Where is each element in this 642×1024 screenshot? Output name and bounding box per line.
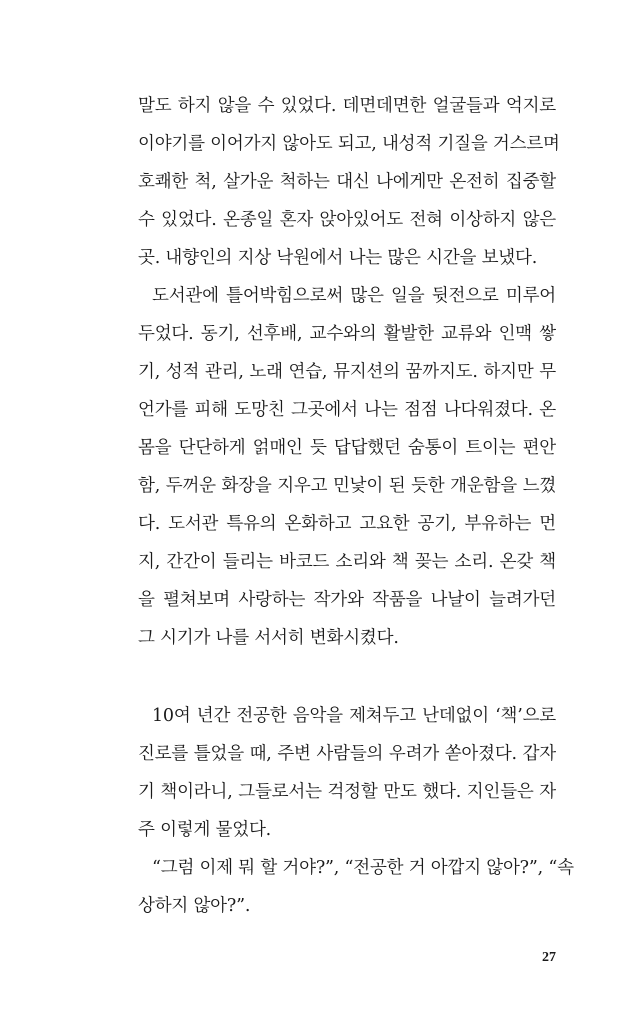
text-line: 두었다. 동기, 선후배, 교수와의 활발한 교류와 인맥 쌓 <box>138 324 556 344</box>
text-line: 상하지 않아?”. <box>138 896 251 916</box>
page-number: 27 <box>542 950 556 965</box>
paragraph-start-line: 10여 년간 전공한 음악을 제쳐두고 난데없이 ‘책’으로 <box>152 706 556 726</box>
text-line: 함, 두꺼운 화장을 지우고 민낯이 된 듯한 개운함을 느꼈 <box>138 476 556 496</box>
text-line: 수 있었다. 온종일 혼자 앉아있어도 전혀 이상하지 않은 <box>138 210 556 230</box>
text-line: 기, 성적 관리, 노래 연습, 뮤지션의 꿈까지도. 하지만 무 <box>138 362 556 382</box>
text-line: 언가를 피해 도망친 그곳에서 나는 점점 나다워졌다. 온 <box>138 400 556 420</box>
text-line: 호쾌한 척, 살가운 척하는 대신 나에게만 온전히 집중할 <box>138 172 556 192</box>
text-line: 그 시기가 나를 서서히 변화시켰다. <box>138 628 399 648</box>
text-line: 진로를 틀었을 때, 주변 사람들의 우려가 쏟아졌다. 갑자 <box>138 744 556 764</box>
quote-line: “그럼 이제 뭐 할 거야?”, “전공한 거 아깝지 않아?”, “속 <box>152 858 574 878</box>
text-line: 곳. 내향인의 지상 낙원에서 나는 많은 시간을 보냈다. <box>138 248 538 268</box>
paragraph-start-line: 도서관에 틀어박힘으로써 많은 일을 뒷전으로 미루어 <box>152 286 556 306</box>
text-line: 다. 도서관 특유의 온화하고 고요한 공기, 부유하는 먼 <box>138 514 556 534</box>
text-line: 을 펼쳐보며 사랑하는 작가와 작품을 나날이 늘려가던 <box>138 590 556 610</box>
text-line: 이야기를 이어가지 않아도 되고, 내성적 기질을 거스르며 <box>138 134 560 154</box>
text-line: 말도 하지 않을 수 있었다. 데면데면한 얼굴들과 억지로 <box>138 96 556 116</box>
text-line: 몸을 단단하게 얽매인 듯 답답했던 숨통이 트이는 편안 <box>138 438 556 458</box>
text-line: 주 이렇게 물었다. <box>138 820 272 840</box>
text-line: 지, 간간이 들리는 바코드 소리와 책 꽂는 소리. 온갖 책 <box>138 552 556 572</box>
text-line: 기 책이라니, 그들로서는 걱정할 만도 했다. 지인들은 자 <box>138 782 556 802</box>
